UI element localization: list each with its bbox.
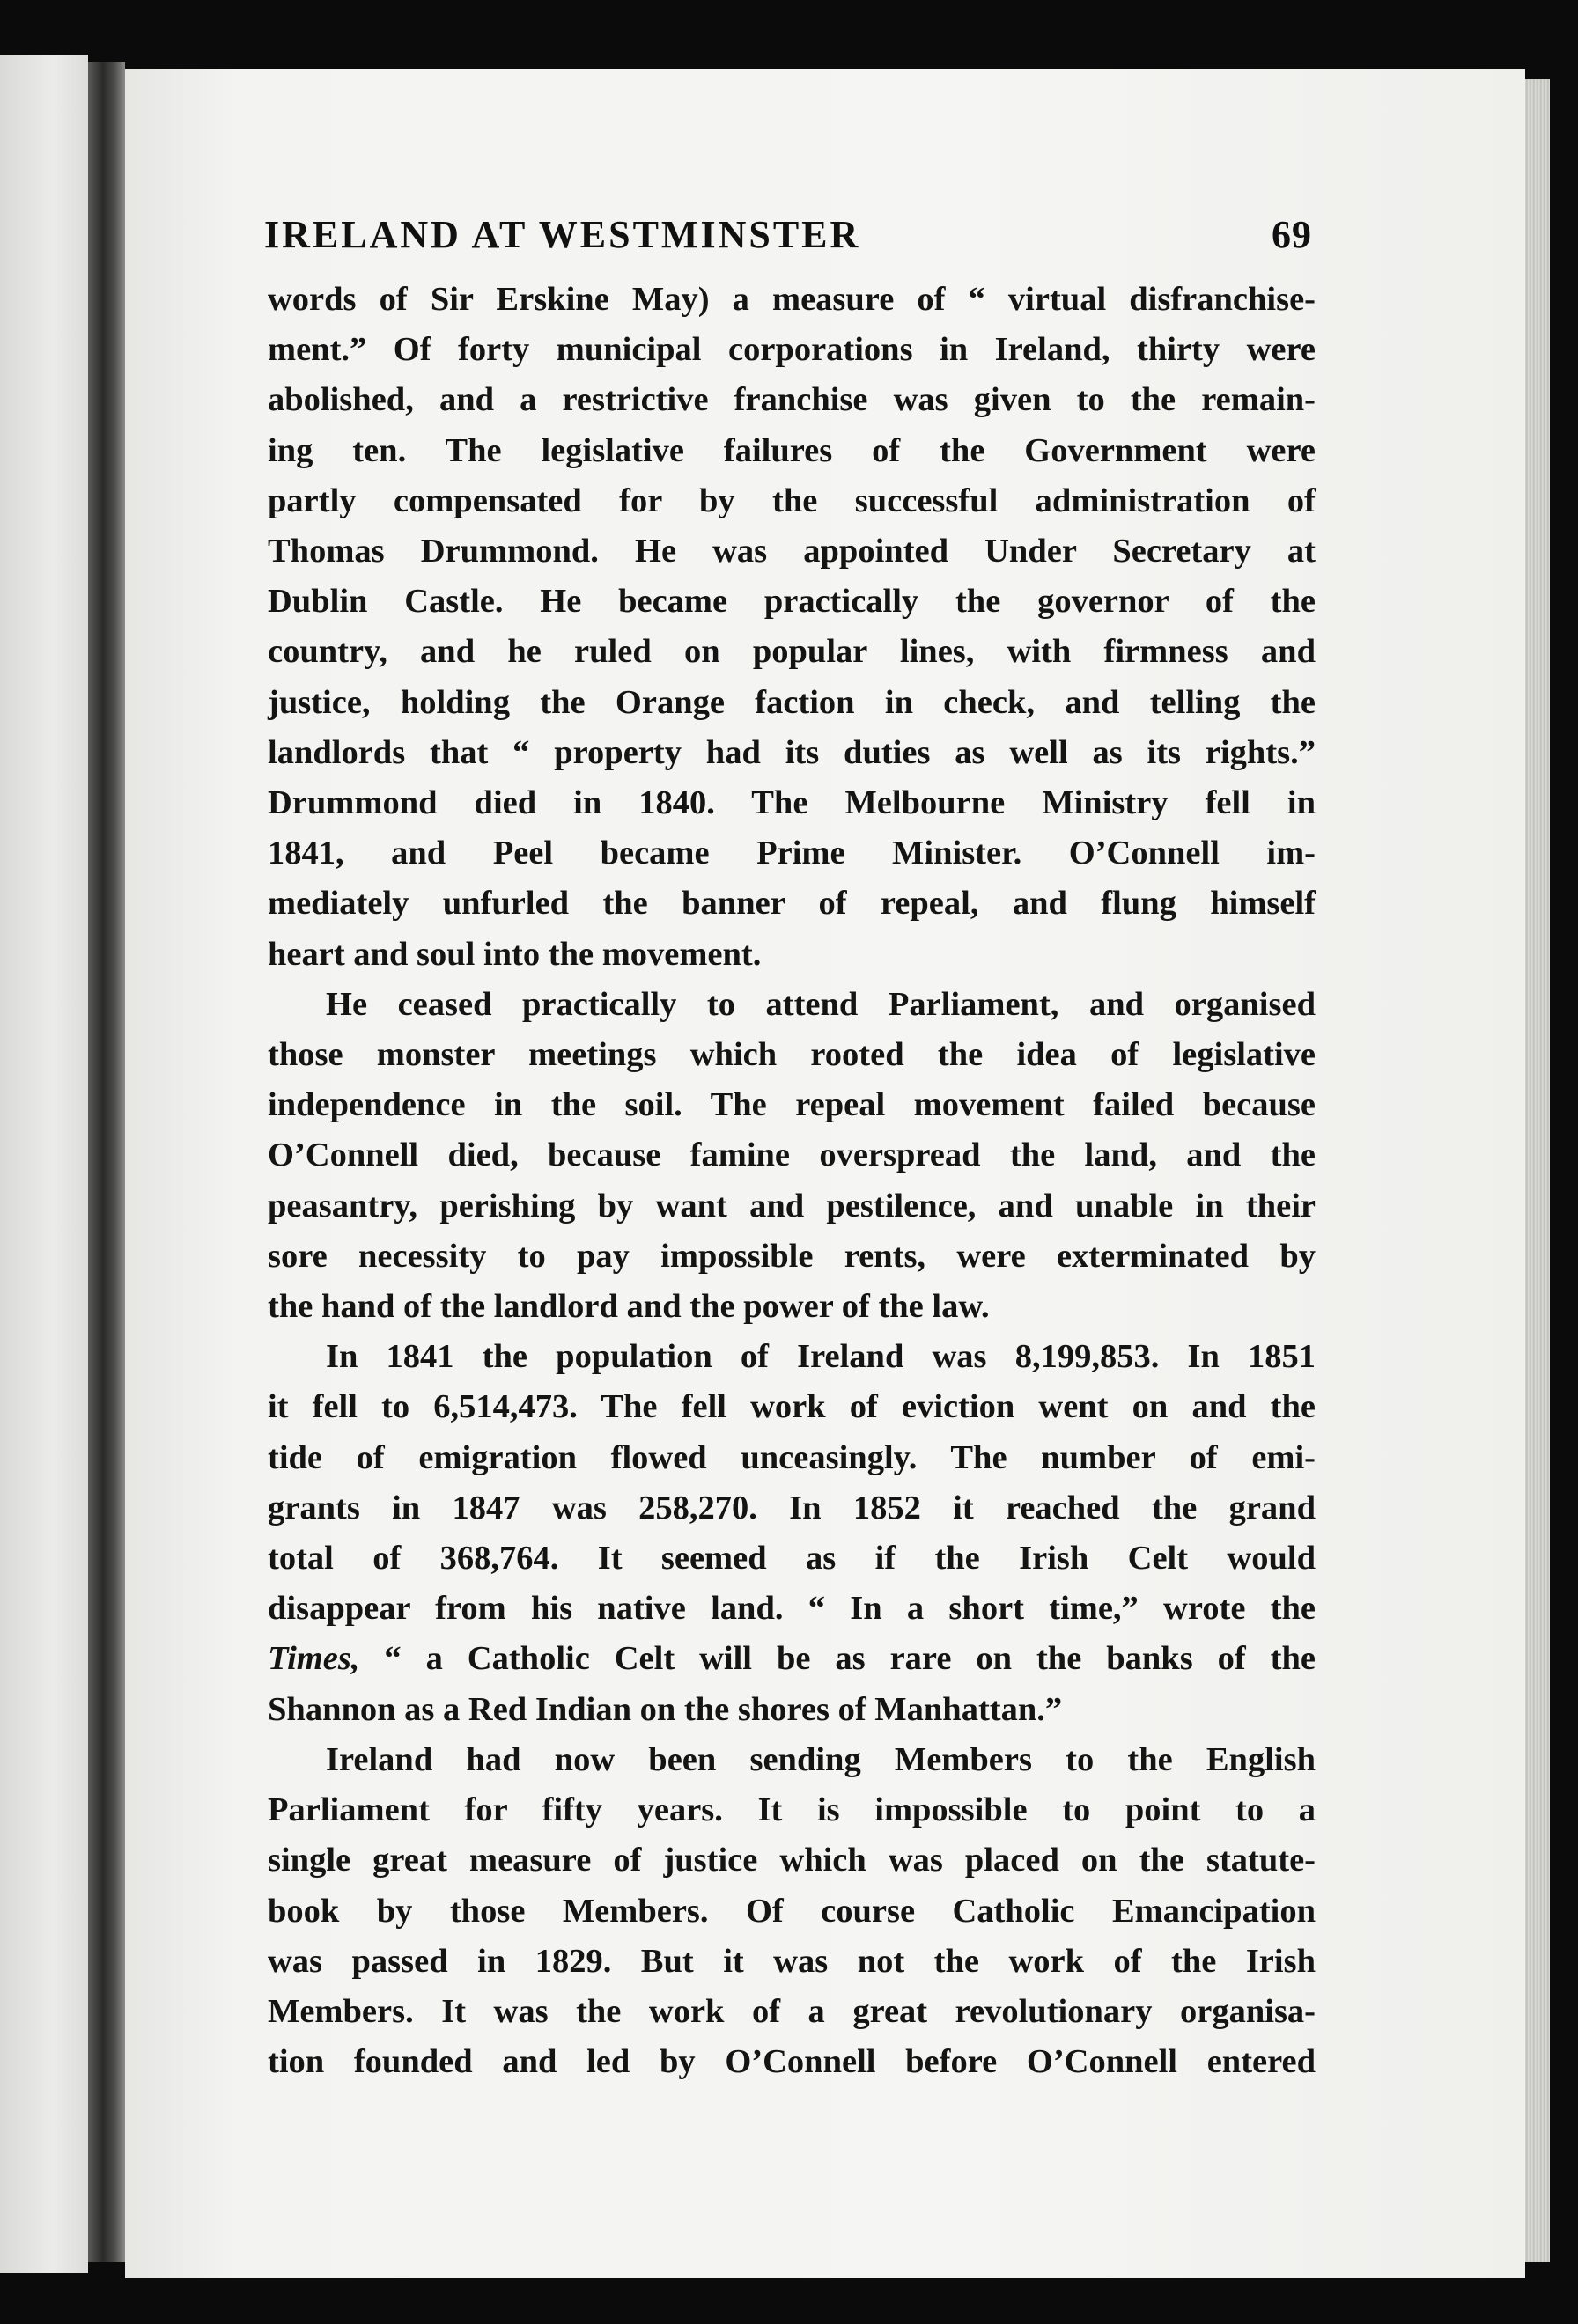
page-stack-edge [1525, 79, 1550, 2262]
text-line: sore necessity to pay impossible rents, were exterminated by [268, 1237, 1316, 1275]
text-line: abolished, and a restrictive franchise was given to the remain- [268, 381, 1316, 419]
text-line: independence in the soil. The repeal movement failed because [268, 1086, 1316, 1124]
text-line: landlords that “ property had its duties as well as its rights.” [268, 733, 1316, 771]
text-line: tion founded and led by O’Connell before O’Connell entered [268, 2043, 1316, 2081]
text-line: Members. It was the work of a great revolutionary organisa- [268, 1992, 1316, 2030]
text-line: was passed in 1829. But it was not the work of the Irish [268, 1942, 1316, 1980]
text-line: ing ten. The legislative failures of the Government were [268, 431, 1316, 469]
text-line: tide of emigration flowed unceasingly. The number of emi- [268, 1438, 1316, 1476]
text-line: justice, holding the Orange faction in check, and telling the [268, 683, 1316, 721]
text-line: those monster meetings which rooted the idea of legislative [268, 1036, 1316, 1074]
text-line: country, and he ruled on popular lines, with firmness and [268, 633, 1316, 671]
paragraph-4 [268, 1735, 1316, 2087]
book-gutter [88, 62, 125, 2262]
paragraph-3 [268, 1332, 1316, 1735]
text-line: grants in 1847 was 258,270. In 1852 it reached the grand [268, 1489, 1316, 1526]
text-line: He ceased practically to attend Parliament, and organised [326, 985, 1316, 1023]
text-line: heart and soul into the movement. [268, 935, 762, 973]
text-line: mediately unfurled the banner of repeal, and flung himself [268, 885, 1316, 923]
paragraph-2 [268, 980, 1316, 1332]
facing-page-edge [0, 55, 88, 2273]
body-text [268, 275, 1316, 2087]
text-line: Ireland had now been sending Members to the English [326, 1740, 1316, 1778]
text-line-times [268, 1634, 1316, 1684]
text-line: O’Connell died, because famine overspread the land, and the [268, 1136, 1316, 1174]
text-line: total of 368,764. It seemed as if the Irish Celt would [268, 1540, 1316, 1578]
text-line: book by those Members. Of course Catholic Emancipation [268, 1892, 1316, 1930]
paragraph-1 [268, 275, 1316, 980]
text-line: partly compensated for by the successful administration of [268, 482, 1316, 519]
text-line: Thomas Drummond. He was appointed Under Secretary at [268, 533, 1316, 570]
running-head-title: IRELAND AT WESTMINSTER [264, 212, 861, 256]
text-line: words of Sir Erskine May) a measure of “ virtual disfranchise- [268, 281, 1316, 318]
times-rest: “ a Catholic Celt will be as rare on the banks of the [359, 1640, 1316, 1678]
page-number: 69 [1272, 212, 1312, 256]
text-line: ment.” Of forty municipal corporations in Ireland, thirty were [268, 331, 1316, 369]
text-line: it fell to 6,514,473. The fell work of eviction went on and the [268, 1388, 1316, 1426]
text-line: disappear from his native land. “ In a short time,” wrote the [268, 1590, 1316, 1628]
text-line: Shannon as a Red Indian on the shores of Manhattan.” [268, 1690, 1063, 1728]
times-italic: Times, [268, 1640, 360, 1678]
text-line: Drummond died in 1840. The Melbourne Ministry fell in [268, 784, 1316, 822]
text-line: 1841, and Peel became Prime Minister. O’Connell im- [268, 835, 1316, 872]
text-line: the hand of the landlord and the power of the law. [268, 1288, 990, 1326]
text-line: Parliament for fifty years. It is impossible to point to a [268, 1791, 1316, 1829]
text-line: peasantry, perishing by want and pestilence, and unable in their [268, 1187, 1316, 1225]
text-line: In 1841 the population of Ireland was 8,199,853. In 1851 [326, 1338, 1316, 1376]
running-head [264, 208, 1312, 261]
text-line: single great measure of justice which was placed on the statute- [268, 1842, 1316, 1879]
text-line: Dublin Castle. He became practically the governor of the [268, 583, 1316, 621]
